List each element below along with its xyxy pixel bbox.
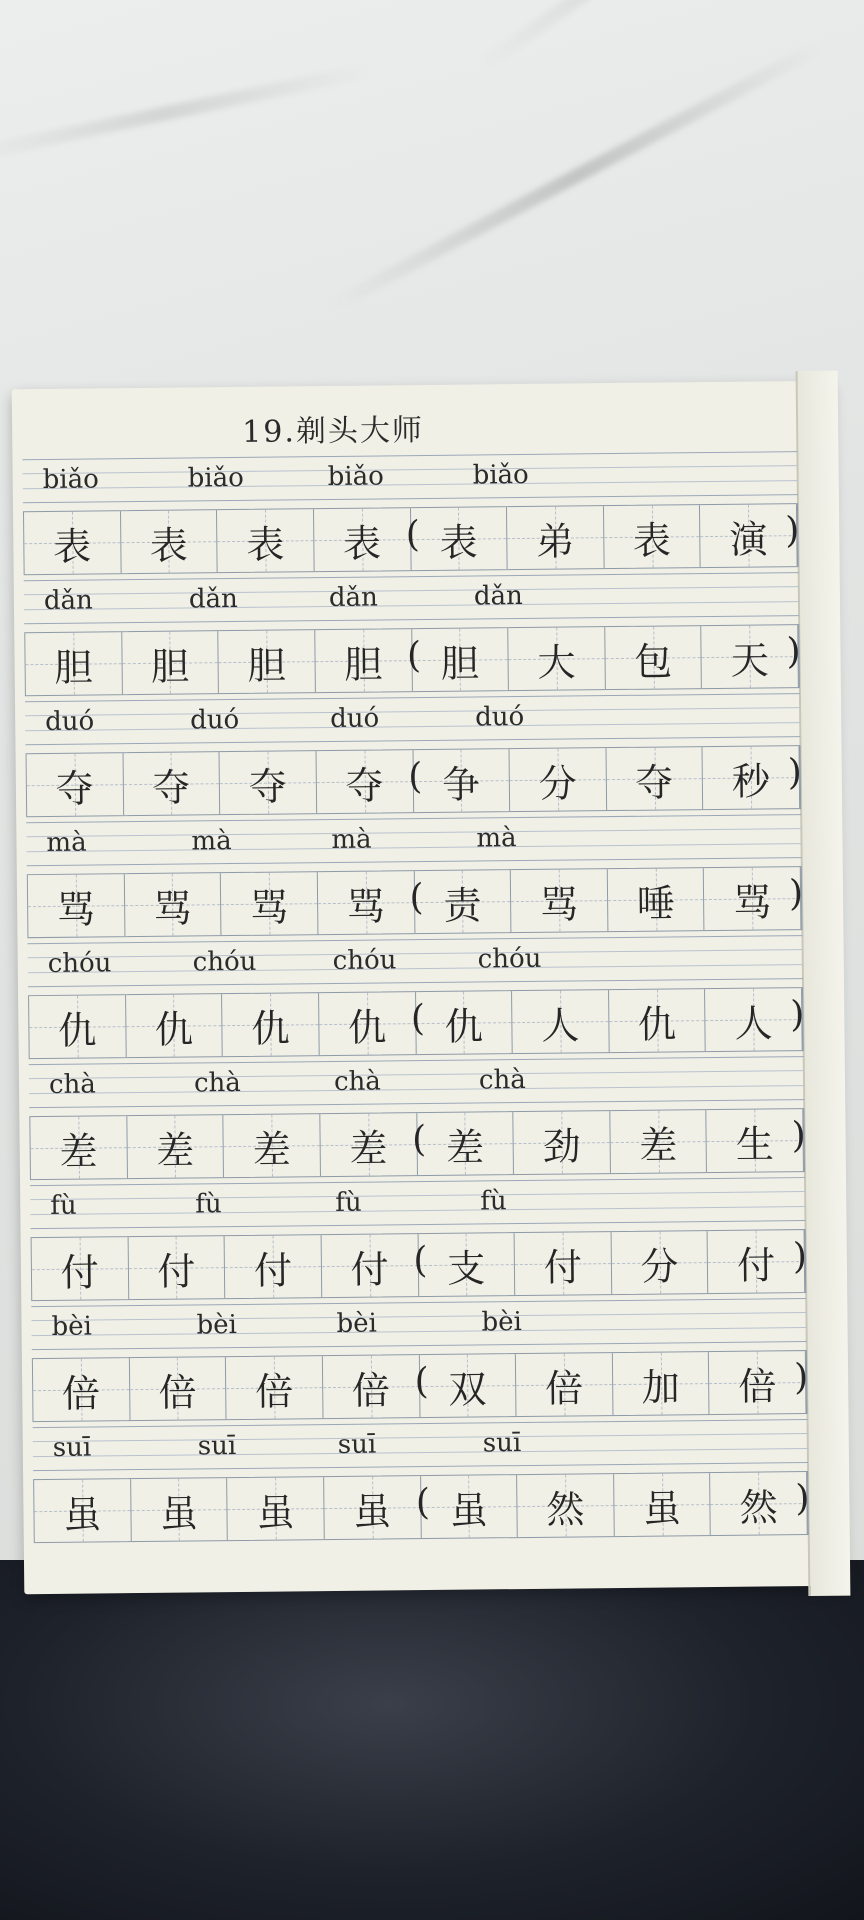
tian-grid-cell xyxy=(25,632,122,695)
word-character: 骂 xyxy=(539,881,579,927)
word-character: 倍 xyxy=(544,1365,584,1411)
word-character: 分 xyxy=(640,1243,679,1289)
pinyin-text: biǎo xyxy=(327,461,384,493)
tian-grid-cell xyxy=(410,507,507,570)
tian-grid-cell xyxy=(611,1231,708,1294)
word-character: 弟 xyxy=(536,518,575,564)
word-character: 秒 xyxy=(731,758,771,804)
open-paren: ( xyxy=(409,877,424,919)
tian-grid-cell xyxy=(414,870,511,933)
tian-grid-cell xyxy=(614,1473,711,1536)
word-character: 责 xyxy=(443,882,482,928)
tian-grid-cell xyxy=(610,1110,707,1173)
close-paren: ) xyxy=(792,1236,808,1278)
word-character: 人 xyxy=(734,1000,773,1046)
practice-character: 仇 xyxy=(57,1007,97,1053)
close-paren: ) xyxy=(787,752,803,794)
close-paren: ) xyxy=(786,631,801,673)
word-character: 骂 xyxy=(733,879,772,925)
practice-character: 差 xyxy=(59,1128,98,1174)
practice-character: 胆 xyxy=(54,644,93,690)
practice-row xyxy=(18,935,809,1061)
word-character: 争 xyxy=(441,761,481,807)
practice-character: 表 xyxy=(149,522,189,568)
practice-character: 骂 xyxy=(153,885,192,931)
word-character: 大 xyxy=(537,639,576,685)
tian-grid-cell xyxy=(28,874,125,937)
practice-character: 差 xyxy=(349,1125,388,1171)
word-character: 劲 xyxy=(542,1123,581,1169)
character-grid xyxy=(33,1471,809,1543)
word-character: 仇 xyxy=(637,1001,677,1047)
tian-grid-cell xyxy=(702,625,799,688)
practice-character: 骂 xyxy=(249,884,289,930)
pinyin-text: suī xyxy=(482,1428,522,1459)
tian-grid-cell xyxy=(220,751,317,814)
tian-grid-cell xyxy=(314,508,411,571)
tian-grid-cell xyxy=(705,988,805,1051)
character-grid xyxy=(23,503,799,575)
tian-grid-cell xyxy=(512,990,609,1053)
word-character: 胆 xyxy=(440,640,480,686)
word-character: 然 xyxy=(739,1484,778,1530)
tian-grid-cell xyxy=(124,873,221,936)
tian-grid-cell xyxy=(707,1109,804,1172)
tian-grid-cell xyxy=(315,629,412,692)
tian-grid-cell xyxy=(703,746,803,809)
pinyin-text: chóu xyxy=(47,948,112,979)
pinyin-text: fù xyxy=(335,1187,362,1218)
practice-character: 倍 xyxy=(61,1370,101,1416)
character-grid xyxy=(31,1229,807,1301)
tian-grid-cell xyxy=(700,504,800,567)
tian-grid-cell xyxy=(128,1236,225,1299)
practice-row xyxy=(21,1298,812,1424)
word-character: 然 xyxy=(546,1486,585,1532)
tian-grid-cell xyxy=(121,510,218,573)
close-paren: ) xyxy=(795,1478,810,1520)
tian-grid-cell xyxy=(29,995,126,1058)
pinyin-text: bèi xyxy=(51,1311,93,1342)
pinyin-text: mà xyxy=(191,826,232,857)
open-paren: ( xyxy=(408,756,423,798)
pinyin-text: dǎn xyxy=(328,582,378,614)
practice-row xyxy=(16,814,807,940)
pinyin-text: mà xyxy=(331,824,372,856)
practice-row xyxy=(15,693,806,819)
open-paren: ( xyxy=(405,514,421,556)
tian-grid-cell xyxy=(131,1478,228,1541)
open-paren: ( xyxy=(413,1240,428,1282)
tian-grid-cell xyxy=(709,1351,809,1414)
tian-grid-cell xyxy=(30,1116,127,1179)
tian-grid-cell xyxy=(219,630,316,693)
tian-grid-cell xyxy=(321,1234,418,1297)
pinyin-text: chóu xyxy=(192,946,257,978)
practice-character: 骂 xyxy=(56,886,96,932)
tian-grid-cell xyxy=(324,1476,421,1539)
character-grid xyxy=(28,987,804,1059)
practice-character: 差 xyxy=(155,1127,195,1173)
word-character: 天 xyxy=(730,637,770,683)
tian-grid-cell xyxy=(123,752,220,815)
pinyin-text: chóu xyxy=(477,943,542,975)
word-character: 倍 xyxy=(738,1363,777,1409)
pinyin-text: fù xyxy=(480,1186,507,1217)
character-grid xyxy=(27,866,803,938)
tian-grid-cell xyxy=(604,505,701,568)
tian-grid-cell xyxy=(319,992,416,1055)
tian-grid-cell xyxy=(323,1355,420,1418)
practice-character: 付 xyxy=(60,1249,100,1295)
word-character: 支 xyxy=(447,1245,486,1291)
tian-grid-cell xyxy=(507,506,604,569)
practice-character: 夺 xyxy=(345,762,384,808)
practice-row xyxy=(20,1177,811,1303)
tian-grid-cell xyxy=(708,1230,808,1293)
practice-character: 差 xyxy=(252,1126,291,1172)
word-character: 付 xyxy=(736,1242,776,1288)
pinyin-text: suī xyxy=(197,1431,237,1462)
word-character: 表 xyxy=(632,517,672,563)
pinyin-guide-lines xyxy=(24,572,799,624)
word-character: 付 xyxy=(543,1244,583,1290)
tian-grid-cell xyxy=(126,994,223,1057)
tian-grid-cell xyxy=(417,1112,514,1175)
tian-grid-cell xyxy=(510,748,607,811)
notebook-page xyxy=(12,381,845,1595)
tian-grid-cell xyxy=(224,1114,321,1177)
tian-grid-cell xyxy=(418,1233,515,1296)
marble-vein xyxy=(476,0,795,73)
pinyin-text: duó xyxy=(330,703,380,735)
tian-grid-cell xyxy=(24,511,121,574)
tian-grid-cell xyxy=(227,1477,324,1540)
word-character: 人 xyxy=(541,1002,580,1048)
tian-grid-cell xyxy=(217,509,314,572)
tian-grid-cell xyxy=(318,871,415,934)
practice-character: 倍 xyxy=(351,1367,391,1413)
practice-character: 夺 xyxy=(152,764,191,810)
word-character: 夺 xyxy=(635,759,674,805)
word-character: 差 xyxy=(638,1122,678,1168)
pinyin-guide-lines xyxy=(26,814,801,866)
tian-grid-cell xyxy=(34,1479,131,1542)
pinyin-text: duó xyxy=(190,704,240,736)
pinyin-guide-lines xyxy=(25,693,800,745)
pinyin-text: chà xyxy=(193,1067,241,1099)
pinyin-text: dǎn xyxy=(43,585,93,616)
open-paren: ( xyxy=(406,635,422,677)
tian-grid-cell xyxy=(413,749,510,812)
tian-grid-cell xyxy=(511,869,608,932)
open-paren: ( xyxy=(411,1119,427,1161)
character-grid xyxy=(26,745,802,817)
practice-character: 胆 xyxy=(344,641,383,687)
pinyin-text: fù xyxy=(195,1189,222,1220)
pinyin-text: biǎo xyxy=(42,464,99,496)
practice-row xyxy=(19,1056,810,1182)
open-paren: ( xyxy=(410,998,426,1040)
pinyin-guide-lines xyxy=(30,1177,805,1229)
practice-character: 仇 xyxy=(347,1004,387,1050)
marble-vein xyxy=(0,63,372,164)
pinyin-text: dǎn xyxy=(188,583,238,615)
word-character: 仇 xyxy=(444,1003,483,1049)
practice-character: 胆 xyxy=(150,643,190,689)
tian-grid-cell xyxy=(226,1356,323,1419)
tian-grid-cell xyxy=(320,1113,417,1176)
practice-character: 付 xyxy=(157,1248,196,1294)
practice-character: 虽 xyxy=(256,1489,295,1535)
pinyin-guide-lines xyxy=(22,451,797,503)
tian-grid-cell xyxy=(515,1232,612,1295)
tian-grid-cell xyxy=(221,872,318,935)
pinyin-text: bèi xyxy=(196,1310,238,1341)
tian-grid-cell xyxy=(605,626,702,689)
tian-grid-cell xyxy=(606,747,703,810)
tian-grid-cell xyxy=(27,753,124,816)
word-character: 加 xyxy=(641,1364,680,1410)
tian-grid-cell xyxy=(416,991,513,1054)
practice-character: 倍 xyxy=(158,1369,197,1415)
tian-grid-cell xyxy=(710,1472,810,1535)
open-paren: ( xyxy=(414,1361,429,1403)
word-character: 演 xyxy=(729,516,768,562)
practice-character: 虽 xyxy=(352,1488,392,1534)
tian-grid-cell xyxy=(508,627,605,690)
open-paren: ( xyxy=(415,1482,431,1524)
practice-character: 夺 xyxy=(55,765,94,811)
pinyin-text: bèi xyxy=(336,1308,378,1339)
close-paren: ) xyxy=(791,1115,806,1157)
tian-grid-cell xyxy=(33,1358,130,1421)
pinyin-guide-lines xyxy=(33,1419,808,1471)
tian-grid-cell xyxy=(32,1237,129,1300)
word-character: 虽 xyxy=(642,1485,682,1531)
tian-grid-cell xyxy=(613,1352,710,1415)
pinyin-text: suī xyxy=(52,1432,92,1463)
pinyin-text: chà xyxy=(333,1066,381,1097)
close-paren: ) xyxy=(785,510,800,552)
practice-row xyxy=(23,1419,814,1545)
word-character: 生 xyxy=(735,1121,775,1167)
tian-grid-cell xyxy=(421,1475,518,1538)
practice-character: 虽 xyxy=(63,1491,102,1537)
practice-character: 仇 xyxy=(154,1006,194,1052)
pinyin-text: fù xyxy=(50,1190,77,1221)
marble-vein xyxy=(327,38,828,313)
word-character: 包 xyxy=(633,638,673,684)
practice-character: 付 xyxy=(350,1246,389,1292)
close-paren: ) xyxy=(788,873,804,915)
tian-grid-cell xyxy=(608,868,705,931)
pinyin-guide-lines xyxy=(31,1298,806,1350)
practice-character: 表 xyxy=(246,521,285,567)
pinyin-text: biǎo xyxy=(187,462,244,494)
pinyin-text: duó xyxy=(45,706,95,737)
tian-grid-cell xyxy=(517,1474,614,1537)
tian-grid-cell xyxy=(122,631,219,694)
tian-grid-cell xyxy=(513,1111,610,1174)
word-character: 表 xyxy=(439,519,478,565)
practice-row xyxy=(12,451,803,577)
character-grid xyxy=(24,624,800,696)
practice-character: 倍 xyxy=(255,1368,294,1414)
practice-character: 表 xyxy=(342,520,382,566)
word-character: 虽 xyxy=(449,1487,489,1533)
tian-grid-cell xyxy=(412,628,509,691)
practice-character: 仇 xyxy=(251,1005,290,1051)
practice-character: 夺 xyxy=(248,763,288,809)
practice-character: 付 xyxy=(253,1247,293,1293)
word-character: 分 xyxy=(538,760,578,806)
tian-grid-cell xyxy=(316,750,413,813)
pinyin-text: mà xyxy=(46,827,87,858)
tian-grid-cell xyxy=(419,1354,516,1417)
practice-character: 骂 xyxy=(346,883,386,929)
pinyin-text: chà xyxy=(478,1064,526,1096)
character-grid xyxy=(29,1108,805,1180)
pinyin-text: suī xyxy=(337,1429,377,1460)
pinyin-text: chà xyxy=(48,1069,96,1100)
practice-character: 胆 xyxy=(247,642,286,688)
tian-grid-cell xyxy=(222,993,319,1056)
pinyin-text: biǎo xyxy=(472,459,529,491)
tian-grid-cell xyxy=(516,1353,613,1416)
pinyin-guide-lines xyxy=(29,1056,804,1108)
close-paren: ) xyxy=(790,994,805,1036)
pinyin-text: bèi xyxy=(481,1307,523,1338)
dark-fabric xyxy=(0,1560,864,1920)
word-character: 双 xyxy=(448,1366,487,1412)
word-character: 差 xyxy=(445,1124,485,1170)
tian-grid-cell xyxy=(127,1115,224,1178)
word-character: 唾 xyxy=(636,880,675,926)
tian-grid-cell xyxy=(609,989,706,1052)
practice-character: 虽 xyxy=(159,1490,199,1536)
page-title: 19.剃头大师 xyxy=(241,413,425,450)
pinyin-text: chóu xyxy=(332,945,397,976)
pinyin-text: duó xyxy=(475,701,525,733)
close-paren: ) xyxy=(793,1357,809,1399)
tian-grid-cell xyxy=(129,1357,226,1420)
pinyin-guide-lines xyxy=(28,935,803,987)
practice-character: 表 xyxy=(52,524,92,569)
practice-row xyxy=(14,572,805,698)
pinyin-text: dǎn xyxy=(473,580,523,612)
pinyin-text: mà xyxy=(476,823,517,854)
character-grid xyxy=(32,1350,808,1422)
tian-grid-cell xyxy=(225,1235,322,1298)
tian-grid-cell xyxy=(704,867,804,930)
